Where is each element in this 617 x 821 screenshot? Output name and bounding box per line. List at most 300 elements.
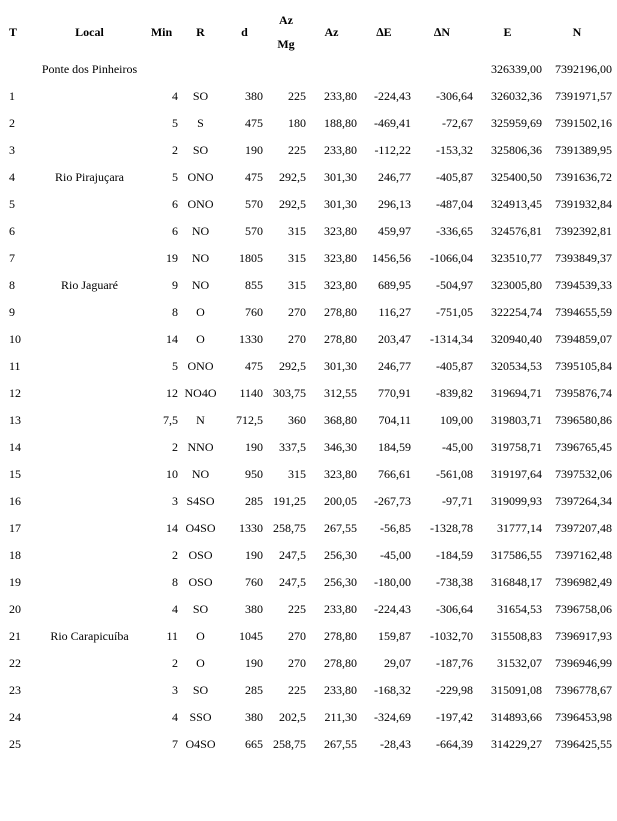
cell-min: 2	[172, 548, 178, 562]
cell-az: 323,80	[324, 278, 357, 292]
cell-az-mg: 225	[288, 602, 306, 616]
cell-n: 7394655,59	[555, 305, 612, 319]
cell-e: 314229,27	[491, 737, 542, 751]
cell-n: 7396917,93	[555, 629, 612, 643]
cell-az: 368,80	[324, 413, 357, 427]
cell-local: Rio Jaguaré	[61, 278, 118, 292]
cell-az-mg: 337,5	[279, 440, 306, 454]
cell-az-mg: 315	[288, 278, 306, 292]
cell-az: 301,30	[324, 359, 357, 373]
cell-d: 760	[245, 575, 263, 589]
cell-r: ONO	[187, 197, 214, 211]
cell-n: 7397264,34	[555, 494, 612, 508]
table-row	[4, 380, 612, 407]
cell-e: 317586,55	[491, 548, 542, 562]
table-row	[4, 218, 612, 245]
cell-local	[34, 650, 145, 677]
header-r: R	[196, 24, 205, 39]
cell-delta-e: 116,27	[378, 305, 411, 319]
cell-n: 7395876,74	[555, 386, 612, 400]
cell-n: 7391971,57	[555, 89, 612, 103]
cell-e: 31777,14	[497, 521, 542, 535]
cell-e: 319803,71	[491, 413, 542, 427]
cell-d: 380	[245, 89, 263, 103]
cell-d: 760	[245, 305, 263, 319]
cell-delta-n: -561,08	[436, 467, 473, 481]
cell-t: 12	[9, 386, 21, 400]
cell-local	[34, 731, 145, 758]
cell-local	[34, 542, 145, 569]
cell-t: 6	[9, 224, 15, 238]
table-row	[4, 434, 612, 461]
table-row	[4, 299, 612, 326]
cell-az-mg: 292,5	[279, 197, 306, 211]
cell-n: 7393849,37	[555, 251, 612, 265]
cell-az-mg: 303,75	[273, 386, 306, 400]
cell-r: O4SO	[185, 737, 216, 751]
cell-r: O4SO	[185, 521, 216, 535]
cell-delta-n: -72,67	[442, 116, 473, 130]
cell-d: 1140	[239, 386, 263, 400]
cell-az: 233,80	[324, 683, 357, 697]
cell-az-mg: 315	[288, 224, 306, 238]
cell-delta-n: -751,05	[436, 305, 473, 319]
cell-local: Rio Pirajuçara	[55, 170, 124, 184]
cell-d: 380	[245, 602, 263, 616]
cell-delta-e: 770,91	[378, 386, 411, 400]
cell-az: 233,80	[324, 89, 357, 103]
cell-delta-e: 689,95	[378, 278, 411, 292]
cell-e: 319197,64	[491, 467, 542, 481]
cell-e: 319758,71	[491, 440, 542, 454]
cell-delta-n: -738,38	[436, 575, 473, 589]
cell-min: 6	[172, 197, 178, 211]
cell-d: 1045	[239, 629, 263, 643]
cell-t	[4, 56, 34, 83]
cell-az: 256,30	[324, 575, 357, 589]
cell-n: 7392196,00	[555, 62, 612, 76]
cell-min	[145, 56, 178, 83]
cell-az-mg: 292,5	[279, 359, 306, 373]
cell-e: 325959,69	[491, 116, 542, 130]
cell-delta-e: -45,00	[380, 548, 411, 562]
cell-d: 1330	[239, 521, 263, 535]
cell-min: 14	[166, 332, 178, 346]
cell-t: 11	[9, 359, 21, 373]
cell-delta-n	[411, 56, 473, 83]
cell-n: 7391932,84	[555, 197, 612, 211]
cell-az-mg: 225	[288, 683, 306, 697]
header-min: Min	[150, 24, 173, 39]
cell-delta-n: -487,04	[436, 197, 473, 211]
table-row	[4, 191, 612, 218]
cell-n: 7397207,48	[555, 521, 612, 535]
cell-r: O	[196, 629, 205, 643]
cell-delta-n: -153,32	[436, 143, 473, 157]
table-row	[4, 137, 612, 164]
cell-t: 3	[9, 143, 15, 157]
cell-delta-e: 459,97	[378, 224, 411, 238]
cell-delta-e: -224,43	[374, 89, 411, 103]
cell-az: 346,30	[324, 440, 357, 454]
cell-az-mg: 191,25	[273, 494, 306, 508]
cell-d: 665	[245, 737, 263, 751]
cell-n: 7396982,49	[555, 575, 612, 589]
cell-az-mg: 270	[288, 305, 306, 319]
cell-d: 285	[245, 494, 263, 508]
cell-e: 320940,40	[491, 332, 542, 346]
cell-d: 475	[245, 359, 263, 373]
cell-r: NO	[191, 278, 210, 292]
cell-delta-e: 766,61	[378, 467, 411, 481]
cell-n: 7396580,86	[555, 413, 612, 427]
cell-az: 301,30	[324, 197, 357, 211]
cell-az: 278,80	[324, 332, 357, 346]
table-row	[4, 731, 612, 758]
cell-n: 7391502,16	[555, 116, 612, 130]
cell-az-mg: 258,75	[273, 521, 306, 535]
cell-local	[34, 380, 145, 407]
cell-az-mg: 315	[288, 467, 306, 481]
cell-n: 7396946,99	[555, 656, 612, 670]
cell-az: 312,55	[324, 386, 357, 400]
cell-min: 3	[172, 683, 178, 697]
cell-local	[34, 704, 145, 731]
cell-delta-n: 109,00	[440, 413, 473, 427]
cell-n: 7395105,84	[555, 359, 612, 373]
cell-d: 475	[245, 170, 263, 184]
cell-local	[34, 299, 145, 326]
cell-r: S4SO	[186, 494, 215, 508]
header-az-mg-line2: Mg	[277, 37, 295, 51]
cell-t: 16	[9, 494, 21, 508]
cell-t: 21	[9, 629, 21, 643]
cell-local	[34, 677, 145, 704]
cell-t: 9	[9, 305, 15, 319]
cell-delta-n: -1328,78	[430, 521, 473, 535]
cell-delta-e: -56,85	[380, 521, 411, 535]
cell-r: O	[196, 305, 205, 319]
cell-delta-e: 704,11	[378, 413, 411, 427]
table-row	[4, 677, 612, 704]
cell-d: 712,5	[236, 413, 263, 427]
cell-t: 13	[9, 413, 21, 427]
cell-min: 4	[172, 710, 178, 724]
cell-t: 22	[9, 656, 21, 670]
cell-az: 200,05	[324, 494, 357, 508]
cell-r: SO	[192, 602, 209, 616]
cell-r: SO	[192, 89, 209, 103]
cell-e: 323510,77	[491, 251, 542, 265]
cell-delta-e: 246,77	[378, 359, 411, 373]
table-row	[4, 272, 612, 299]
table-body	[4, 56, 612, 758]
cell-t: 10	[9, 332, 21, 346]
cell-delta-e: 29,07	[384, 656, 411, 670]
cell-az-mg	[266, 56, 306, 83]
cell-d: 570	[245, 224, 263, 238]
cell-delta-n: -405,87	[436, 170, 473, 184]
cell-r	[178, 56, 223, 83]
table-row	[4, 407, 612, 434]
cell-local	[34, 515, 145, 542]
cell-e: 316848,17	[491, 575, 542, 589]
cell-n: 7394539,33	[555, 278, 612, 292]
cell-delta-e: -469,41	[374, 116, 411, 130]
cell-r: OSO	[188, 575, 213, 589]
cell-delta-e: -224,43	[374, 602, 411, 616]
cell-delta-e: 1456,56	[372, 251, 411, 265]
cell-delta-n: -1032,70	[430, 629, 473, 643]
cell-delta-n: -1314,34	[430, 332, 473, 346]
cell-r: OSO	[188, 548, 213, 562]
cell-min: 19	[166, 251, 178, 265]
cell-min: 5	[172, 359, 178, 373]
cell-n: 7396765,45	[555, 440, 612, 454]
cell-local	[34, 326, 145, 353]
cell-t: 25	[9, 737, 21, 751]
cell-min: 2	[172, 143, 178, 157]
cell-t: 2	[9, 116, 15, 130]
cell-d: 1330	[239, 332, 263, 346]
cell-r: ONO	[187, 170, 214, 184]
cell-local	[34, 137, 145, 164]
cell-delta-n: -184,59	[436, 548, 473, 562]
cell-delta-e: -180,00	[374, 575, 411, 589]
cell-delta-n: -405,87	[436, 359, 473, 373]
cell-local	[34, 596, 145, 623]
cell-min: 9	[172, 278, 178, 292]
cell-n: 7391636,72	[555, 170, 612, 184]
survey-table	[4, 8, 612, 758]
cell-az-mg: 315	[288, 251, 306, 265]
cell-r: N	[196, 413, 205, 427]
cell-e: 325400,50	[491, 170, 542, 184]
cell-az-mg: 180	[288, 116, 306, 130]
header-t: T	[9, 24, 18, 39]
cell-local	[34, 353, 145, 380]
cell-min: 4	[172, 602, 178, 616]
cell-r: NO	[191, 467, 210, 481]
cell-delta-n: -187,76	[436, 656, 473, 670]
cell-min: 2	[172, 440, 178, 454]
cell-delta-n: -229,98	[436, 683, 473, 697]
header-local: Local	[75, 24, 104, 39]
header-d: d	[241, 24, 248, 39]
cell-delta-e: 203,47	[378, 332, 411, 346]
cell-d: 1805	[239, 251, 263, 265]
cell-az: 323,80	[324, 224, 357, 238]
cell-min: 5	[172, 170, 178, 184]
cell-delta-n: -197,42	[436, 710, 473, 724]
cell-delta-n: -1066,04	[430, 251, 473, 265]
cell-az-mg: 225	[288, 143, 306, 157]
cell-local	[34, 434, 145, 461]
cell-local: Ponte dos Pinheiros	[41, 62, 138, 76]
cell-delta-e: 159,87	[378, 629, 411, 643]
table-row	[4, 488, 612, 515]
table-row	[4, 353, 612, 380]
cell-r: NO4O	[184, 386, 217, 400]
cell-min: 3	[172, 494, 178, 508]
cell-min: 8	[172, 575, 178, 589]
cell-az-mg: 247,5	[279, 575, 306, 589]
header-e: E	[503, 24, 512, 39]
cell-local	[34, 461, 145, 488]
cell-d	[223, 56, 266, 83]
cell-n: 7394859,07	[555, 332, 612, 346]
cell-e: 315091,08	[491, 683, 542, 697]
cell-local	[34, 245, 145, 272]
header-az-mg-line1: Az	[279, 13, 293, 27]
table-row	[4, 326, 612, 353]
cell-e: 326032,36	[491, 89, 542, 103]
cell-min: 14	[166, 521, 178, 535]
cell-d: 190	[245, 440, 263, 454]
cell-d: 190	[245, 143, 263, 157]
cell-az-mg: 202,5	[279, 710, 306, 724]
cell-delta-e: -267,73	[374, 494, 411, 508]
cell-t: 20	[9, 602, 21, 616]
cell-min: 4	[172, 89, 178, 103]
cell-n: 7396425,55	[555, 737, 612, 751]
cell-t: 23	[9, 683, 21, 697]
cell-min: 8	[172, 305, 178, 319]
cell-az: 256,30	[324, 548, 357, 562]
table-row	[4, 704, 612, 731]
cell-t: 19	[9, 575, 21, 589]
cell-local	[34, 191, 145, 218]
cell-az: 323,80	[324, 467, 357, 481]
cell-t: 5	[9, 197, 15, 211]
cell-r: NNO	[187, 440, 214, 454]
cell-t: 14	[9, 440, 21, 454]
cell-r: ONO	[187, 359, 214, 373]
cell-r: SO	[192, 143, 209, 157]
table-row	[4, 245, 612, 272]
header-delta-e: ∆E	[376, 24, 392, 39]
cell-az-mg: 270	[288, 656, 306, 670]
table-row	[4, 56, 612, 83]
cell-delta-e: -324,69	[374, 710, 411, 724]
cell-min: 2	[172, 656, 178, 670]
cell-az: 278,80	[324, 656, 357, 670]
cell-min: 7	[172, 737, 178, 751]
cell-az: 278,80	[324, 629, 357, 643]
cell-n: 7396453,98	[555, 710, 612, 724]
cell-t: 24	[9, 710, 21, 724]
cell-min: 5	[172, 116, 178, 130]
cell-local	[34, 218, 145, 245]
table-row	[4, 623, 612, 650]
table-row	[4, 515, 612, 542]
cell-local	[34, 110, 145, 137]
cell-delta-e: -112,22	[374, 143, 411, 157]
cell-local	[34, 407, 145, 434]
table-row	[4, 596, 612, 623]
cell-r: O	[196, 332, 205, 346]
cell-r: NO	[191, 224, 210, 238]
cell-az: 278,80	[324, 305, 357, 319]
cell-t: 18	[9, 548, 21, 562]
cell-r: SSO	[189, 710, 212, 724]
cell-n: 7396778,67	[555, 683, 612, 697]
cell-t: 8	[9, 278, 15, 292]
cell-az: 267,55	[324, 737, 357, 751]
cell-az: 188,80	[324, 116, 357, 130]
cell-delta-n: -839,82	[436, 386, 473, 400]
cell-r: NO	[191, 251, 210, 265]
cell-az: 267,55	[324, 521, 357, 535]
cell-e: 323005,80	[491, 278, 542, 292]
table-row	[4, 83, 612, 110]
table-row	[4, 164, 612, 191]
cell-e: 325806,36	[491, 143, 542, 157]
cell-az-mg: 270	[288, 332, 306, 346]
cell-e: 322254,74	[491, 305, 542, 319]
cell-d: 475	[245, 116, 263, 130]
cell-r: O	[196, 656, 205, 670]
cell-e: 31532,07	[497, 656, 542, 670]
cell-t: 17	[9, 521, 21, 535]
cell-n: 7391389,95	[555, 143, 612, 157]
cell-az-mg: 270	[288, 629, 306, 643]
cell-e: 320534,53	[491, 359, 542, 373]
cell-t: 15	[9, 467, 21, 481]
cell-r: SO	[192, 683, 209, 697]
header-delta-n: ∆N	[433, 24, 450, 39]
cell-n: 7397532,06	[555, 467, 612, 481]
cell-e: 324576,81	[491, 224, 542, 238]
cell-az: 301,30	[324, 170, 357, 184]
cell-delta-e: 184,59	[378, 440, 411, 454]
table-row	[4, 110, 612, 137]
cell-t: 4	[9, 170, 15, 184]
cell-az: 233,80	[324, 143, 357, 157]
cell-delta-e: -28,43	[380, 737, 411, 751]
cell-delta-e: 246,77	[378, 170, 411, 184]
cell-e: 315508,83	[491, 629, 542, 643]
cell-az: 211,30	[324, 710, 357, 724]
cell-delta-n: -97,71	[442, 494, 473, 508]
cell-d: 190	[245, 656, 263, 670]
cell-local	[34, 83, 145, 110]
cell-delta-n: -664,39	[436, 737, 473, 751]
cell-az	[306, 56, 357, 83]
cell-d: 950	[245, 467, 263, 481]
cell-az-mg: 258,75	[273, 737, 306, 751]
table-row	[4, 542, 612, 569]
header-az-mg	[266, 8, 306, 56]
cell-t: 1	[9, 89, 15, 103]
cell-az-mg: 225	[288, 89, 306, 103]
cell-d: 380	[245, 710, 263, 724]
cell-local: Rio Carapicuíba	[50, 629, 129, 643]
cell-t: 7	[9, 251, 15, 265]
cell-delta-e	[357, 56, 411, 83]
cell-delta-e: -168,32	[374, 683, 411, 697]
cell-az: 233,80	[324, 602, 357, 616]
cell-delta-n: -504,97	[436, 278, 473, 292]
cell-d: 570	[245, 197, 263, 211]
cell-d: 285	[245, 683, 263, 697]
cell-az-mg: 360	[288, 413, 306, 427]
cell-e: 31654,53	[497, 602, 542, 616]
table-row	[4, 461, 612, 488]
cell-e: 319099,93	[491, 494, 542, 508]
cell-az-mg: 247,5	[279, 548, 306, 562]
table-row	[4, 569, 612, 596]
